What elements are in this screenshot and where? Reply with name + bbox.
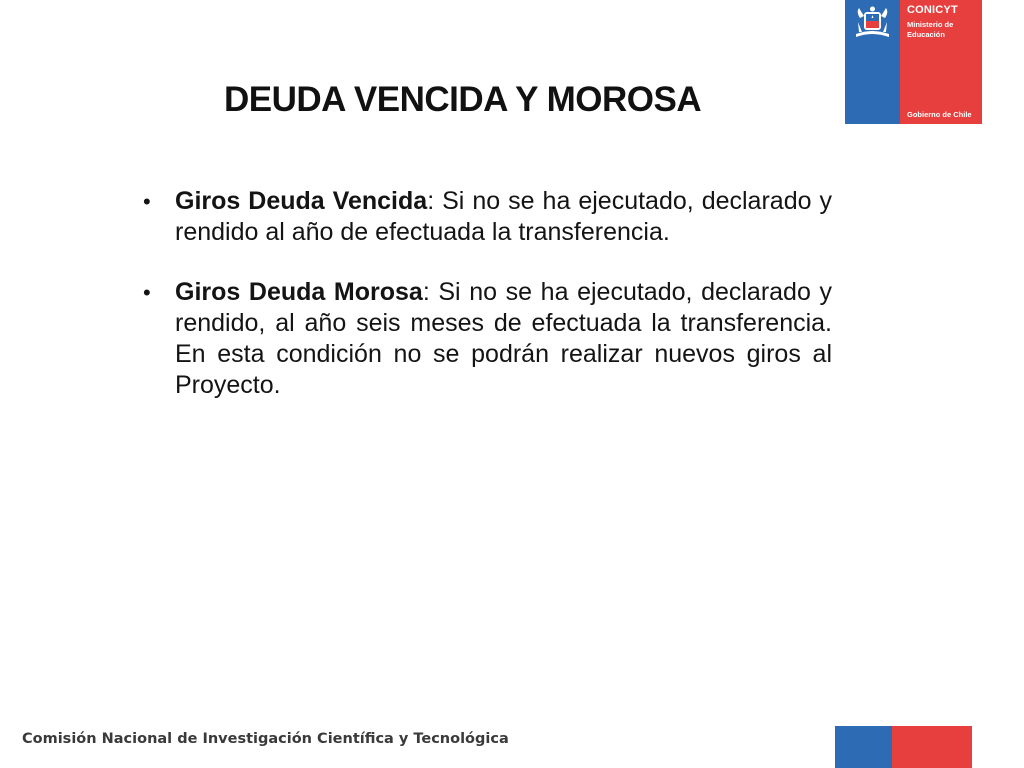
chile-coat-of-arms-icon — [850, 4, 895, 40]
bullet-item-deuda-morosa — [143, 277, 832, 401]
conicyt-logo — [845, 0, 982, 124]
bullet-term: Giros Deuda Morosa — [175, 278, 423, 306]
footer-flag — [835, 726, 972, 768]
bullet-list — [143, 186, 832, 430]
bullet-term: Giros Deuda Vencida — [175, 187, 428, 215]
bullet-text: : Si no se ha ejecutado, declarado y rendido al año de efectuada la transferencia. — [175, 187, 832, 246]
bullet-icon: • — [143, 189, 151, 214]
logo-government: Gobierno de Chile — [907, 110, 972, 119]
footer-text: Comisión Nacional de Investigación Científica y Tecnológica — [22, 731, 509, 747]
footer-flag-red — [892, 726, 972, 768]
bullet-text: : Si no se ha ejecutado, declarado y rendido, al año seis meses de efectuada la transferencia. En esta condición no se podrán realizar nuevos giros al Proyecto. — [175, 278, 832, 399]
bullet-icon: • — [143, 280, 151, 305]
footer-flag-blue — [835, 726, 892, 768]
logo-name: CONICYT — [907, 4, 958, 16]
logo-ministry: Ministerio de Educación — [907, 20, 954, 39]
bullet-item-deuda-vencida — [143, 186, 832, 248]
slide-title: DEUDA VENCIDA Y MOROSA — [224, 80, 702, 119]
logo-red-panel — [900, 0, 982, 124]
logo-blue-panel — [845, 0, 900, 124]
